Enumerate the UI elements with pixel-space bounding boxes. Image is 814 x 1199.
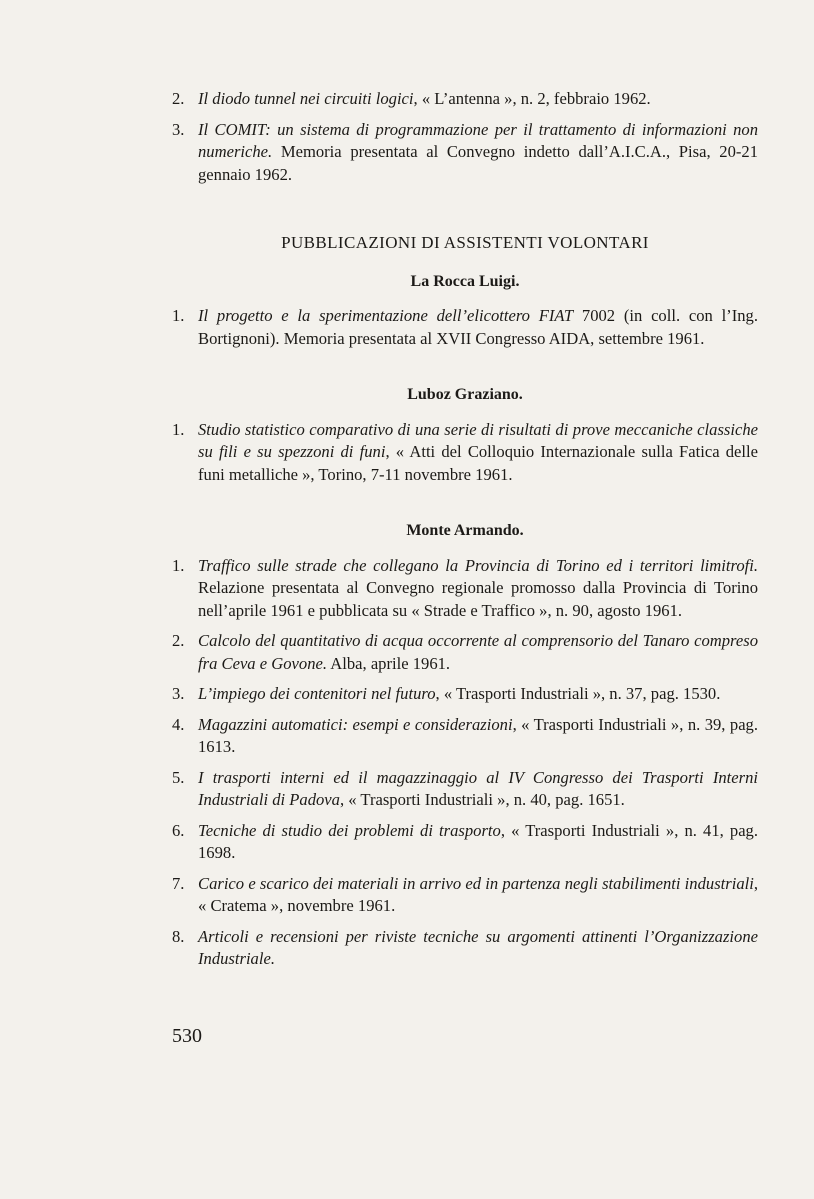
entry-title: Il diodo tunnel nei circuiti logici: [198, 89, 414, 108]
entry-number: 4.: [172, 714, 185, 734]
publication-entry: [172, 767, 758, 812]
entry-details: , « Atti del Colloquio Internazionale sulla Fatica delle funi metalliche », Torino, 7-11 novembre 1961.: [198, 442, 759, 484]
entry-details: 7002 (in coll. con l’Ing. Bortignoni). Memoria presentata al XVII Congresso AIDA, settembre 1961.: [198, 306, 758, 348]
section-title: PUBBLICAZIONI DI ASSISTENTI VOLONTARI: [281, 233, 649, 252]
page-number: 530: [172, 1025, 202, 1047]
publication-entry: [172, 555, 758, 623]
entry-number: 6.: [172, 820, 185, 840]
entry-details: Memoria presentata al Convegno indetto dall’A.I.C.A., Pisa, 20-21 gennaio 1962.: [198, 142, 758, 184]
author-name: Monte Armando.: [406, 522, 524, 539]
publication-entry: [172, 88, 758, 111]
publication-entry: [172, 419, 758, 487]
entry-title: Il COMIT: un sistema di programmazione per il trattamento di informazioni non numeriche.: [198, 119, 758, 161]
entry-details: , « Trasporti Industriali », n. 39, pag. 1613.: [198, 714, 758, 756]
entry-number: 1.: [172, 306, 185, 325]
entry-title: Il progetto e la sperimentazione dell’elicottero FIAT: [198, 306, 574, 325]
publication-entry: [172, 926, 758, 971]
entry-title: Tecniche di studio dei problemi di trasporto: [198, 820, 501, 840]
entry-title: I trasporti interni ed il magazzinaggio al IV Congresso dei Trasporti Interni Industriali di Padova: [198, 767, 758, 809]
publication-entry: [172, 119, 758, 187]
entry-number: 2.: [172, 89, 185, 108]
publication-entry: [172, 714, 758, 759]
entry-details: , « Trasporti Industriali », n. 41, pag. 1698.: [198, 820, 758, 862]
entry-number: 1.: [172, 555, 185, 575]
entry-details: Relazione presentata al Convegno regionale promosso dalla Provincia di Torino nell’aprile 1961 e pubblicata su « Strade e Traffico », n. 90, agosto 1961.: [198, 578, 758, 620]
entry-number: 3.: [172, 119, 185, 139]
entry-title: Traffico sulle strade che collegano la Provincia di Torino ed i territori limitrofi.: [198, 555, 758, 575]
entry-details: , « L’antenna », n. 2, febbraio 1962.: [413, 89, 651, 108]
author-name: Luboz Graziano.: [407, 386, 523, 403]
entry-number: 3.: [172, 684, 185, 703]
entry-title: Articoli e recensioni per riviste tecniche su argomenti attinenti l’Organizzazione Industriale.: [198, 926, 758, 968]
entry-details: , « Trasporti Industriali », n. 37, pag. 1530.: [435, 684, 721, 703]
page-content: [172, 88, 758, 979]
entry-number: 8.: [172, 926, 185, 946]
publication-entry: [172, 820, 758, 865]
entry-details: , « Cratema », novembre 1961.: [198, 873, 758, 915]
entry-details: , « Trasporti Industriali », n. 40, pag. 1651.: [339, 790, 625, 809]
entry-number: 5.: [172, 767, 185, 787]
entry-title: L’impiego dei contenitori nel futuro: [198, 684, 436, 703]
entry-details: Alba, aprile 1961.: [327, 653, 451, 673]
entry-title: Studio statistico comparativo di una serie di risultati di prove meccaniche classiche su fili e su spezzoni di funi: [198, 419, 758, 461]
entry-number: 2.: [172, 631, 185, 650]
entry-title: Carico e scarico dei materiali in arrivo ed in partenza negli stabilimenti industriali: [198, 873, 754, 893]
publication-entry: [172, 873, 758, 918]
entry-number: 7.: [172, 873, 185, 893]
publication-entry: [172, 305, 758, 350]
publication-entry: [172, 683, 758, 706]
entry-number: 1.: [172, 419, 185, 439]
entry-title: Magazzini automatici: esempi e considerazioni: [198, 714, 513, 734]
publication-entry: [172, 630, 758, 675]
entry-title: Calcolo del quantitativo di acqua occorrente al comprensorio del Tanaro compreso fra Ceva e Govone.: [198, 631, 758, 673]
author-name: La Rocca Luigi.: [410, 272, 520, 290]
